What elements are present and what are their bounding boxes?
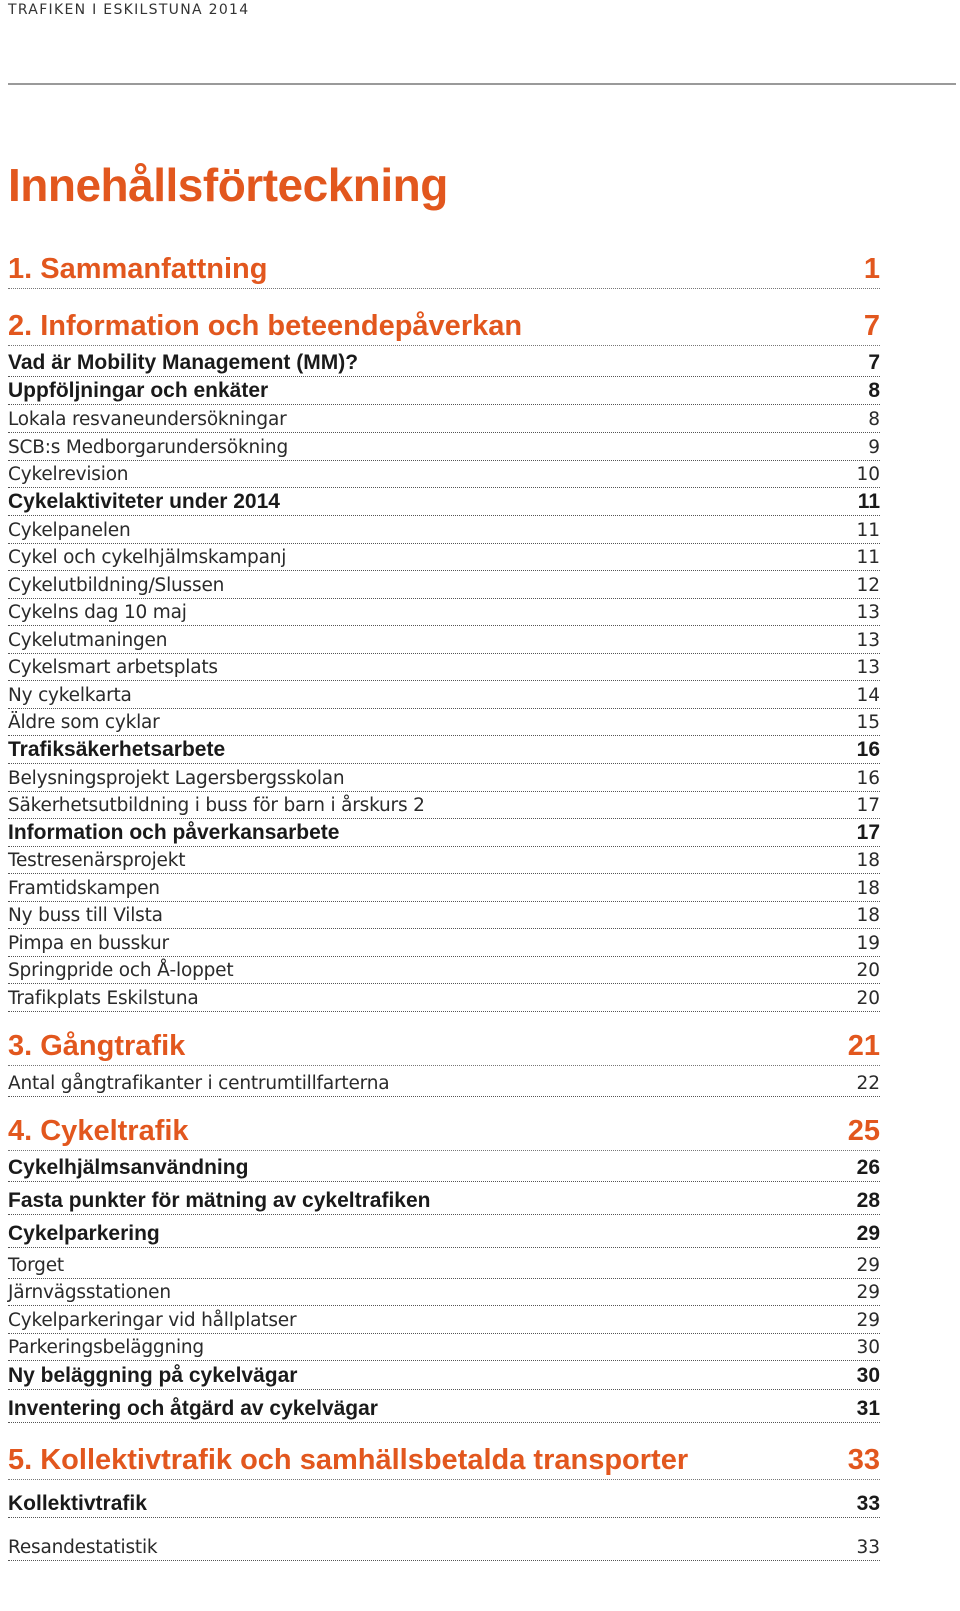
toc-entry-sub[interactable] bbox=[8, 766, 880, 792]
toc-entry-title: Inventering och åtgärd av cykelvägar bbox=[8, 1397, 378, 1420]
toc-entry-title: Pimpa en busskur bbox=[8, 932, 169, 954]
toc-entry-title: Äldre som cyklar bbox=[8, 711, 160, 733]
toc-entry-title: Antal gångtrafikanter i centrumtillfarterna bbox=[8, 1072, 390, 1094]
toc-entry-page-number: 13 bbox=[856, 601, 880, 623]
toc-entry-page-number: 21 bbox=[847, 1030, 880, 1062]
toc-entry-section[interactable] bbox=[8, 351, 880, 377]
toc-entry-sub[interactable] bbox=[8, 958, 880, 984]
toc-entry-section[interactable] bbox=[8, 738, 880, 764]
toc-entry-sub[interactable] bbox=[8, 931, 880, 957]
toc-entry-page-number: 7 bbox=[863, 310, 880, 342]
toc-entry-sub[interactable] bbox=[8, 1071, 880, 1097]
toc-entry-sub[interactable] bbox=[8, 1253, 880, 1279]
toc-entry-sub[interactable] bbox=[8, 573, 880, 599]
toc-entry-title: Cykelparkeringar vid hållplatser bbox=[8, 1309, 297, 1331]
toc-entry-page-number: 8 bbox=[868, 379, 880, 402]
toc-entry-page-number: 7 bbox=[868, 351, 880, 374]
toc-entry-page-number: 20 bbox=[856, 987, 880, 1009]
toc-entry-page-number: 9 bbox=[868, 436, 880, 458]
toc-entry-page-number: 11 bbox=[856, 546, 880, 568]
toc-entry-page-number: 16 bbox=[856, 767, 880, 789]
toc-entry-sub[interactable] bbox=[8, 655, 880, 681]
toc-entry-section[interactable] bbox=[8, 1492, 880, 1518]
toc-entry-section[interactable] bbox=[8, 379, 880, 405]
toc-entry-page-number: 17 bbox=[856, 821, 880, 844]
toc-entry-title: Testresenärsprojekt bbox=[8, 849, 186, 871]
toc-entry-title: Kollektivtrafik bbox=[8, 1492, 147, 1515]
toc-entry-sub[interactable] bbox=[8, 793, 880, 819]
toc-entry-page-number: 18 bbox=[856, 904, 880, 926]
toc-entry-page-number: 33 bbox=[856, 1492, 880, 1515]
toc-entry-page-number: 17 bbox=[856, 794, 880, 816]
toc-entry-chapter[interactable] bbox=[8, 1115, 880, 1151]
toc-entry-page-number: 22 bbox=[856, 1072, 880, 1094]
toc-entry-page-number: 29 bbox=[856, 1309, 880, 1331]
toc-entry-sub[interactable] bbox=[8, 876, 880, 902]
toc-entry-page-number: 13 bbox=[856, 629, 880, 651]
toc-entry-page-number: 18 bbox=[856, 849, 880, 871]
toc-entry-section[interactable] bbox=[8, 490, 880, 516]
toc-entry-title: Cykelrevision bbox=[8, 463, 129, 485]
toc-entry-title: Cykelhjälmsanvändning bbox=[8, 1156, 249, 1179]
toc-entry-sub[interactable] bbox=[8, 903, 880, 929]
toc-entry-page-number: 15 bbox=[856, 711, 880, 733]
toc-entry-title: Lokala resvaneundersökningar bbox=[8, 408, 287, 430]
toc-entry-sub[interactable] bbox=[8, 1335, 880, 1361]
toc-entry-chapter[interactable] bbox=[8, 1444, 880, 1480]
toc-entry-sub[interactable] bbox=[8, 545, 880, 571]
toc-entry-page-number: 20 bbox=[856, 959, 880, 981]
toc-entry-page-number: 26 bbox=[856, 1156, 880, 1179]
toc-entry-sub[interactable] bbox=[8, 1535, 880, 1561]
toc-entry-page-number: 25 bbox=[847, 1115, 880, 1147]
toc-entry-title: Cykel och cykelhjälmskampanj bbox=[8, 546, 287, 568]
toc-entry-title: Cykelparkering bbox=[8, 1222, 160, 1245]
toc-entry-page-number: 10 bbox=[856, 463, 880, 485]
toc-entry-title: Ny buss till Vilsta bbox=[8, 904, 163, 926]
toc-entry-page-number: 29 bbox=[856, 1254, 880, 1276]
toc-entry-title: 5. Kollektivtrafik och samhällsbetalda transporter bbox=[8, 1444, 689, 1476]
toc-entry-page-number: 28 bbox=[856, 1189, 880, 1212]
toc-entry-sub[interactable] bbox=[8, 986, 880, 1012]
running-header: TRAFIKEN I ESKILSTUNA 2014 bbox=[8, 2, 250, 18]
toc-entry-section[interactable] bbox=[8, 1189, 880, 1215]
toc-entry-title: Trafikplats Eskilstuna bbox=[8, 987, 199, 1009]
toc-entry-title: 1. Sammanfattning bbox=[8, 253, 268, 285]
toc-entry-title: Cykelutmaningen bbox=[8, 629, 168, 651]
toc-entry-sub[interactable] bbox=[8, 710, 880, 736]
toc-entry-section[interactable] bbox=[8, 1156, 880, 1182]
toc-entry-title: Fasta punkter för mätning av cykeltrafiken bbox=[8, 1189, 431, 1212]
toc-entry-sub[interactable] bbox=[8, 462, 880, 488]
toc-entry-page-number: 8 bbox=[868, 408, 880, 430]
toc-entry-page-number: 11 bbox=[856, 519, 880, 541]
toc-entry-page-number: 1 bbox=[863, 253, 880, 285]
toc-entry-title: Cykelutbildning/Slussen bbox=[8, 574, 225, 596]
toc-entry-title: Ny cykelkarta bbox=[8, 684, 132, 706]
toc-entry-page-number: 11 bbox=[857, 490, 880, 513]
toc-entry-page-number: 16 bbox=[856, 738, 880, 761]
toc-entry-sub[interactable] bbox=[8, 435, 880, 461]
toc-entry-sub[interactable] bbox=[8, 1280, 880, 1306]
toc-entry-title: Cykelaktiviteter under 2014 bbox=[8, 490, 280, 513]
toc-entry-title: Information och påverkansarbete bbox=[8, 821, 340, 844]
toc-entry-sub[interactable] bbox=[8, 407, 880, 433]
toc-entry-title: Torget bbox=[8, 1254, 64, 1276]
toc-entry-page-number: 29 bbox=[856, 1222, 880, 1245]
toc-entry-title: Belysningsprojekt Lagersbergsskolan bbox=[8, 767, 345, 789]
toc-entry-title: SCB:s Medborgarundersökning bbox=[8, 436, 289, 458]
toc-entry-title: 3. Gångtrafik bbox=[8, 1030, 186, 1062]
page-title: Innehållsförteckning bbox=[8, 159, 448, 211]
toc-entry-page-number: 29 bbox=[856, 1281, 880, 1303]
toc-entry-page-number: 18 bbox=[856, 877, 880, 899]
toc-entry-sub[interactable] bbox=[8, 518, 880, 544]
toc-entry-page-number: 19 bbox=[856, 932, 880, 954]
toc-entry-page-number: 30 bbox=[856, 1364, 880, 1387]
toc-entry-sub[interactable] bbox=[8, 628, 880, 654]
toc-entry-title: Säkerhetsutbildning i buss för barn i årskurs 2 bbox=[8, 794, 425, 816]
toc-entry-title: Parkeringsbeläggning bbox=[8, 1336, 204, 1358]
toc-entry-page-number: 33 bbox=[847, 1444, 880, 1476]
toc-entry-title: Trafiksäkerhetsarbete bbox=[8, 738, 226, 761]
toc-entry-title: Resandestatistik bbox=[8, 1536, 158, 1558]
toc-entry-title: Järnvägsstationen bbox=[8, 1281, 171, 1303]
toc-entry-section[interactable] bbox=[8, 1397, 880, 1423]
toc-entry-page-number: 13 bbox=[856, 656, 880, 678]
toc-entry-title: Vad är Mobility Management (MM)? bbox=[8, 351, 359, 374]
toc-entry-section[interactable] bbox=[8, 1364, 880, 1390]
toc-entry-title: Uppföljningar och enkäter bbox=[8, 379, 269, 402]
toc-entry-title: Cykelns dag 10 maj bbox=[8, 601, 187, 623]
toc-entry-title: 4. Cykeltrafik bbox=[8, 1115, 189, 1147]
table-of-contents bbox=[8, 0, 880, 1611]
toc-entry-chapter[interactable] bbox=[8, 310, 880, 346]
toc-entry-title: Cykelsmart arbetsplats bbox=[8, 656, 218, 678]
toc-entry-sub[interactable] bbox=[8, 600, 880, 626]
toc-entry-title: 2. Information och beteendepåverkan bbox=[8, 310, 523, 342]
toc-entry-page-number: 12 bbox=[856, 574, 880, 596]
toc-entry-title: Springpride och Å-loppet bbox=[8, 959, 234, 981]
toc-entry-chapter[interactable] bbox=[8, 1030, 880, 1066]
toc-entry-section[interactable] bbox=[8, 1222, 880, 1248]
toc-entry-title: Ny beläggning på cykelvägar bbox=[8, 1364, 298, 1387]
toc-entry-page-number: 33 bbox=[856, 1536, 880, 1558]
toc-entry-page-number: 31 bbox=[856, 1397, 880, 1420]
toc-entry-title: Cykelpanelen bbox=[8, 519, 131, 541]
toc-entry-chapter[interactable] bbox=[8, 253, 880, 289]
toc-entry-section[interactable] bbox=[8, 821, 880, 847]
toc-entry-title: Framtidskampen bbox=[8, 877, 160, 899]
toc-entry-page-number: 30 bbox=[856, 1336, 880, 1358]
toc-entry-sub[interactable] bbox=[8, 848, 880, 874]
toc-entry-sub[interactable] bbox=[8, 683, 880, 709]
toc-entry-page-number: 14 bbox=[856, 684, 880, 706]
toc-entry-sub[interactable] bbox=[8, 1308, 880, 1334]
